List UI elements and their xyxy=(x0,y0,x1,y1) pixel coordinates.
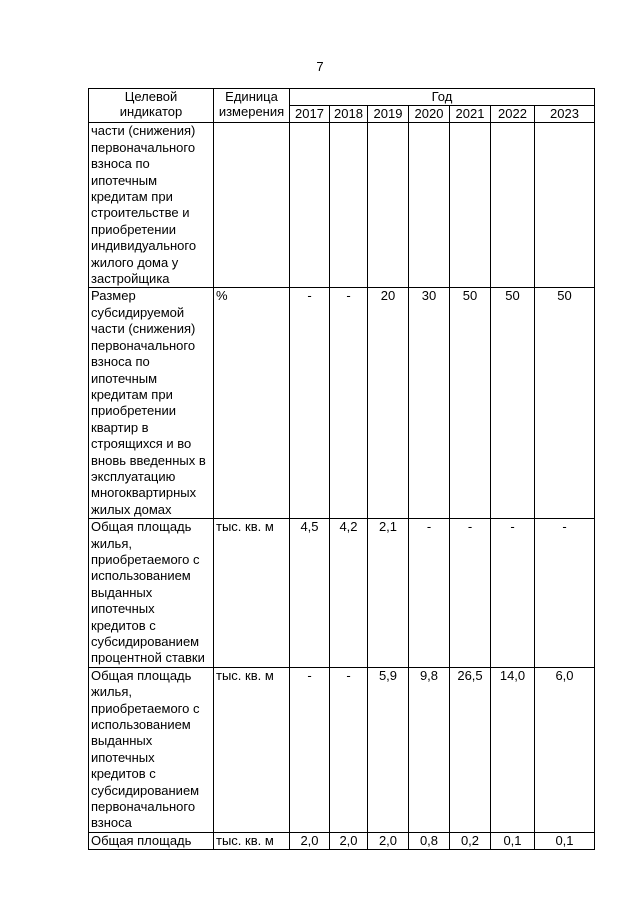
value-cell: 6,0 xyxy=(535,667,595,832)
table-row xyxy=(89,667,595,832)
table-row xyxy=(89,519,595,668)
indicator-cell: части (снижения) первоначального взноса по ипотечным кредитам при строительстве и приобретении индивидуального жилого дома у застройщика xyxy=(89,123,214,288)
value-cell: 14,0 xyxy=(491,667,535,832)
header-year: 2019 xyxy=(368,106,409,123)
header-row-top xyxy=(89,89,595,106)
value-cell: - xyxy=(330,667,368,832)
value-cell: 0,2 xyxy=(450,832,491,849)
header-unit: Единица измерения xyxy=(214,89,290,123)
indicator-cell: Общая площадь жилья, приобретаемого с использованием выданных ипотечных кредитов с субсидированием процентной ставки xyxy=(89,519,214,668)
value-cell: 20 xyxy=(368,288,409,519)
value-cell: - xyxy=(290,667,330,832)
value-cell: - xyxy=(290,288,330,519)
unit-cell xyxy=(214,123,290,288)
unit-cell: % xyxy=(214,288,290,519)
value-cell: 2,0 xyxy=(368,832,409,849)
value-cell xyxy=(535,123,595,288)
table-row xyxy=(89,123,595,288)
value-cell xyxy=(330,123,368,288)
indicator-cell: Размер субсидируемой части (снижения) первоначального взноса по ипотечным кредитам при приобретении квартир в строящихся и во вновь введенных в эксплуатацию многоквартирных жилых домах xyxy=(89,288,214,519)
value-cell: 2,0 xyxy=(290,832,330,849)
header-year: 2023 xyxy=(535,106,595,123)
value-cell xyxy=(450,123,491,288)
value-cell: 4,2 xyxy=(330,519,368,668)
value-cell: 5,9 xyxy=(368,667,409,832)
value-cell: 50 xyxy=(450,288,491,519)
value-cell: 26,5 xyxy=(450,667,491,832)
value-cell: 30 xyxy=(409,288,450,519)
value-cell: 2,0 xyxy=(330,832,368,849)
value-cell: 0,8 xyxy=(409,832,450,849)
indicator-cell: Общая площадь жилья, приобретаемого с использованием выданных ипотечных кредитов с субсидированием первоначального взноса xyxy=(89,667,214,832)
value-cell xyxy=(290,123,330,288)
value-cell xyxy=(491,123,535,288)
unit-cell: тыс. кв. м xyxy=(214,519,290,668)
value-cell: - xyxy=(409,519,450,668)
table-row xyxy=(89,288,595,519)
header-year: 2021 xyxy=(450,106,491,123)
value-cell: 9,8 xyxy=(409,667,450,832)
value-cell: 50 xyxy=(535,288,595,519)
indicator-cell: Общая площадь xyxy=(89,832,214,849)
unit-cell: тыс. кв. м xyxy=(214,667,290,832)
page-number: 7 xyxy=(316,59,324,74)
value-cell xyxy=(409,123,450,288)
value-cell: 4,5 xyxy=(290,519,330,668)
value-cell: - xyxy=(450,519,491,668)
value-cell: 2,1 xyxy=(368,519,409,668)
header-year: 2018 xyxy=(330,106,368,123)
header-year: 2020 xyxy=(409,106,450,123)
header-indicator: Целевой индикатор xyxy=(89,89,214,123)
header-year: 2022 xyxy=(491,106,535,123)
value-cell: 50 xyxy=(491,288,535,519)
header-year-group: Год xyxy=(290,89,595,106)
value-cell: - xyxy=(491,519,535,668)
value-cell: - xyxy=(330,288,368,519)
value-cell xyxy=(368,123,409,288)
header-year: 2017 xyxy=(290,106,330,123)
target-indicators-table xyxy=(88,88,595,850)
unit-cell: тыс. кв. м xyxy=(214,832,290,849)
value-cell: - xyxy=(535,519,595,668)
value-cell: 0,1 xyxy=(491,832,535,849)
table-row xyxy=(89,832,595,849)
value-cell: 0,1 xyxy=(535,832,595,849)
